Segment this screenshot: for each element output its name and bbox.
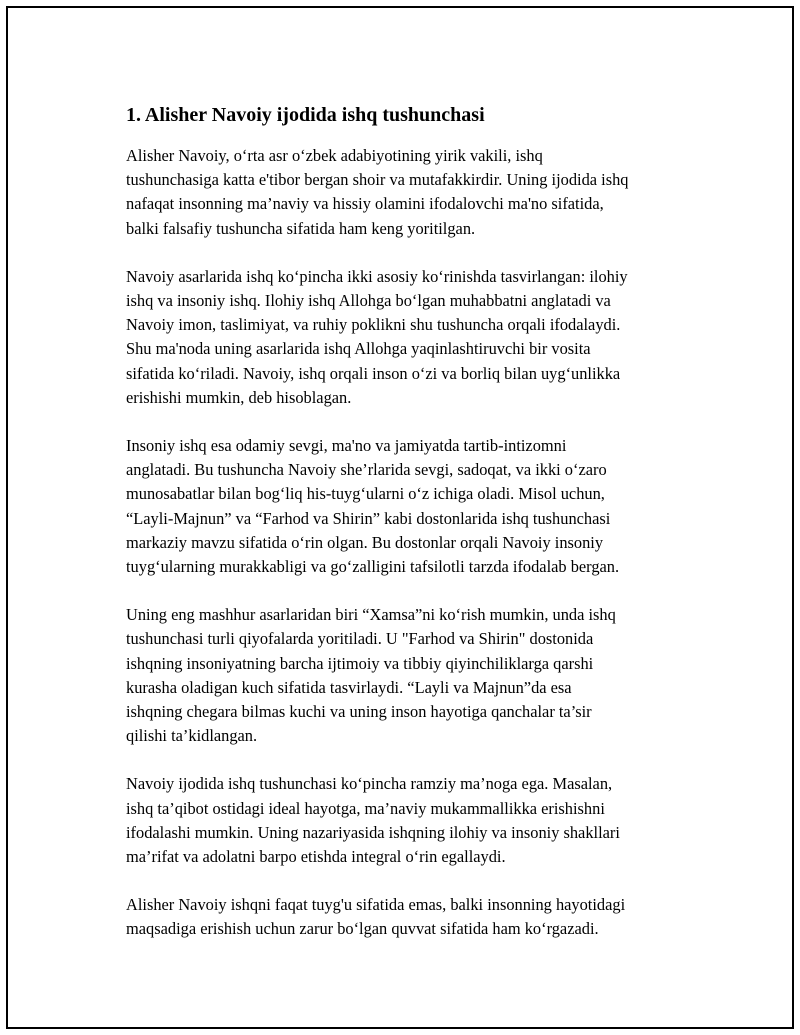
paragraph-5: Navoiy ijodida ishq tushunchasi ko‘pincha ramziy ma’noga ega. Masalan, ishq ta’qibot ostidagi ideal hayotga, ma’naviy mukammallikka erishishni ifodalashi mumkin. Uning nazariyasida ishqning ilohiy va insoniy shakllari ma’rifat va adolatni barpo etishda integral o‘rin egallaydi. bbox=[126, 774, 620, 867]
document-body bbox=[126, 101, 700, 966]
document-page bbox=[6, 6, 794, 1029]
document-title: 1. Alisher Navoiy ijodida ishq tushunchasi bbox=[126, 104, 485, 126]
paragraph-2: Navoiy asarlarida ishq ko‘pincha ikki asosiy ko‘rinishda tasvirlangan: ilohiy ishq va insoniy ishq. Ilohiy ishq Allohga bo‘lgan muhabbatni anglatadi va Navoiy imon, taslimiyat, va ruhiy poklikni shu tushuncha orqali ifodalaydi. Shu ma'noda uning asarlarida ishq Allohga yaqinlashtiruvchi bir vosita sifatida ko‘riladi. Navoiy, ishq orqali inson o‘zi va borliq bilan uyg‘unlikka erishishi mumkin, deb hisoblagan. bbox=[126, 266, 628, 407]
paragraph-4: Uning eng mashhur asarlaridan biri “Xamsa”ni ko‘rish mumkin, unda ishq tushunchasi turli qiyofalarda yoritiladi. U "Farhod va Shirin" dostonida ishqning insoniyatning barcha ijtimoiy va tibbiy qiyinchiliklarga qarshi kurasha oladigan kuch sifatida tasvirlaydi. “Layli va Majnun”da esa ishqning chegara bilmas kuchi va uning inson hayotiga qanchalar ta’sir qilishi ta’kidlangan. bbox=[126, 605, 616, 746]
paragraph-3: Insoniy ishq esa odamiy sevgi, ma'no va jamiyatda tartib-intizomni anglatadi. Bu tushuncha Navoiy she’rlarida sevgi, sadoqat, va ikki o‘zaro munosabatlar bilan bog‘liq his-tuyg‘ularni o‘z ichiga oladi. Misol uchun, “Layli-Majnun” va “Farhod va Shirin” kabi dostonlarida ishq tushunchasi markaziy mavzu sifatida o‘rin olgan. Bu dostonlar orqali Navoiy insoniy tuyg‘ularning murakkabligi va go‘zalligini tafsilotli tarzda ifodalab bergan. bbox=[126, 436, 620, 577]
paragraph-6: Alisher Navoiy ishqni faqat tuyg'u sifatida emas, balki insonning hayotidagi maqsadiga erishish uchun zarur bo‘lgan quvvat sifatida ham ko‘rgazadi. bbox=[126, 895, 626, 939]
paragraph-1: Alisher Navoiy, o‘rta asr o‘zbek adabiyotining yirik vakili, ishq tushunchasiga katta e'tibor bergan shoir va mutafakkirdir. Uning ijodida ishq nafaqat insonning ma’naviy va hissiy olamini ifodalovchi ma'no sifatida, balki falsafiy tushuncha sifatida ham keng yoritilgan. bbox=[126, 146, 629, 238]
